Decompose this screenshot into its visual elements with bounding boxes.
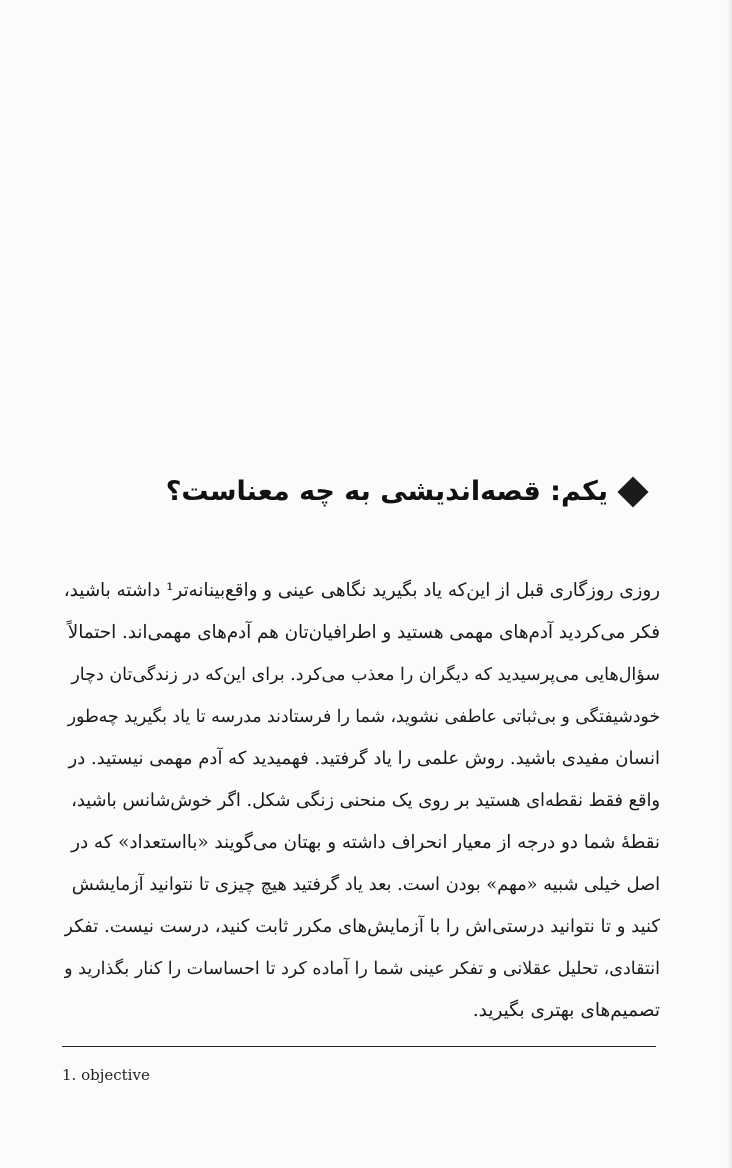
paragraph-line: کنید و تا نتوانید درستی‌اش را با آزمایش‌های مکرر ثابت کنید، درست نیست. تفکر <box>64 916 660 937</box>
paragraph-line: سؤال‌هایی می‌پرسیدید که دیگران را معذب می‌کرد. برای این‌که در زندگی‌تان دچار <box>71 665 660 685</box>
footnote: 1. objective <box>62 1066 150 1084</box>
section-heading <box>72 476 652 507</box>
paragraph-line: انسان مفیدی باشید. روش علمی را یاد گرفتید. فهمیدید که آدم مهمی نیستید. در <box>68 748 660 769</box>
paragraph-line: اصل خیلی شبیه «مهم» بودن است. بعد یاد گرفتید هیچ چیزی تا نتوانید آزمایشش <box>71 875 660 895</box>
footnote-divider <box>62 1046 656 1047</box>
section-heading-text: یکم: قصه‌اندیشی به چه معناست؟ <box>165 476 608 507</box>
page-edge-shadow <box>727 0 732 1168</box>
diamond-bullet-icon <box>617 476 648 507</box>
paragraph-line: روزی روزگاری قبل از این‌که یاد بگیرید نگاهی عینی و واقع‌بینانه‌تر¹ داشته باشید، <box>64 580 660 601</box>
paragraph-line: واقع فقط نقطه‌ای هستید بر روی یک منحنی زنگی شکل. اگر خوش‌شانس باشید، <box>71 791 660 811</box>
paragraph-line: نقطهٔ شما دو درجه از معیار انحراف داشته و بهتان می‌گویند «بااستعداد» که در <box>71 832 660 853</box>
paragraph-line: فکر می‌کردید آدم‌های مهمی هستید و اطرافیان‌تان هم آدم‌های مهمی‌اند. احتمالاً <box>67 622 660 643</box>
paragraph-line: انتقادی، تحلیل عقلانی و تفکر عینی شما را آماده کرد تا احساسات را کنار بگذارید و <box>64 959 660 979</box>
paragraph-line: تصمیم‌های بهتری بگیرید. <box>472 1000 660 1021</box>
body-paragraph <box>64 570 660 1032</box>
paragraph-line: خودشیفتگی و بی‌ثباتی عاطفی نشوید، شما را فرستادند مدرسه تا یاد بگیرید چه‌طور <box>67 707 660 727</box>
